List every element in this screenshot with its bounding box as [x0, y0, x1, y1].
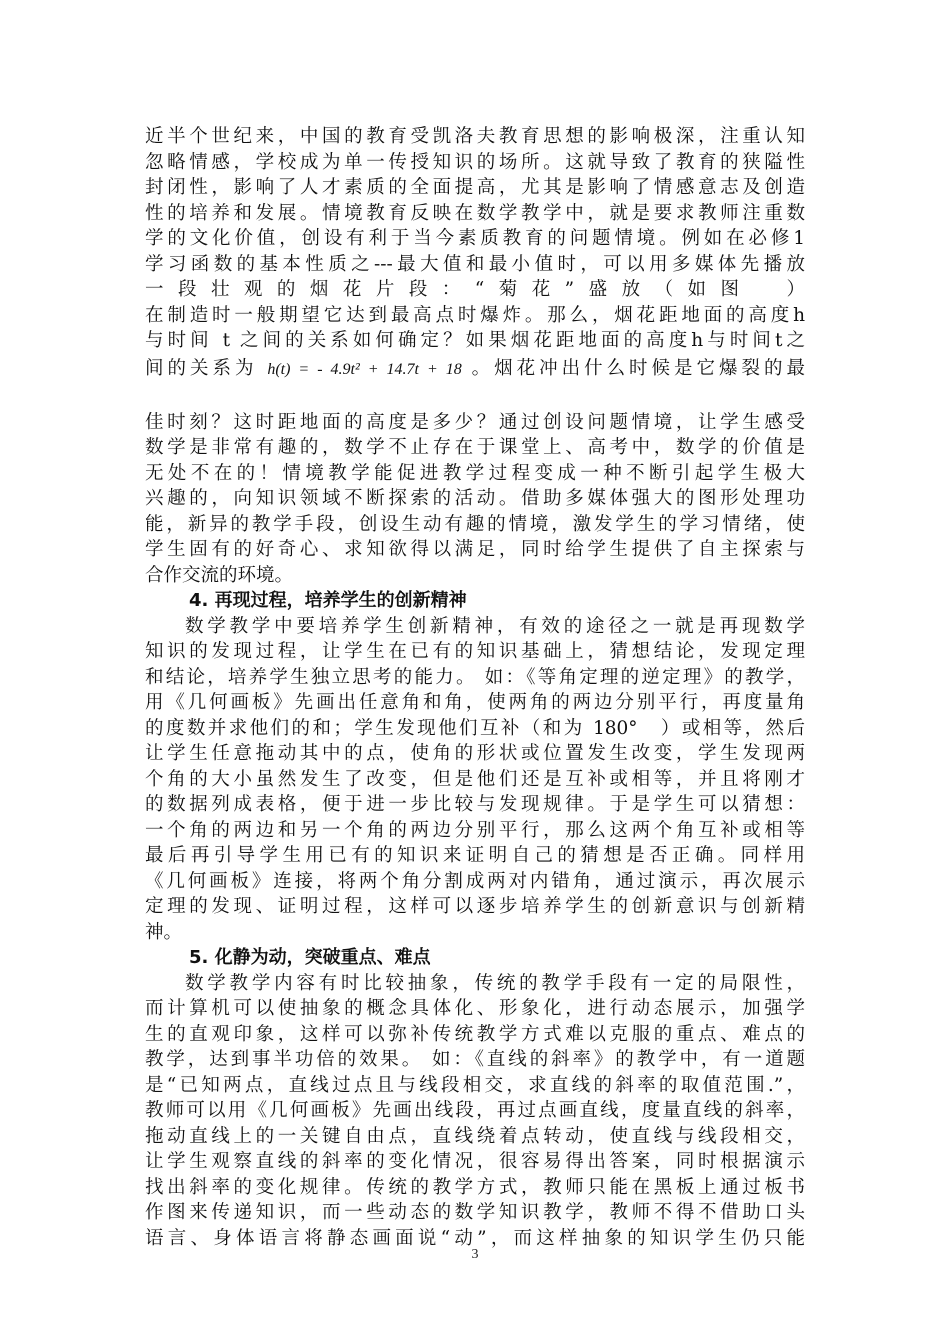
text-line: 个角的大小虽然发生了改变，但是他们还是互补或相等，并且将刚才 [145, 768, 805, 790]
text-line: 数学教学中要培养学生创新精神，有效的途径之一就是再现数学 [185, 615, 805, 637]
text-line: 语言、身体语言将静态画面说“动”，而这样抽象的知识学生仍只能 [145, 1227, 805, 1249]
height-formula: h(t) = - 4.9t² + 14.7t + 18 [267, 360, 462, 378]
text-line: 在制造时一般期望它达到最高点时爆炸。那么，烟花距地面的高度h [145, 304, 805, 326]
text-line: 佳时刻？这时距地面的高度是多少？通过创设问题情境，让学生感受 [145, 411, 805, 433]
text-line: 数学是非常有趣的，数学不止存在于课堂上、高考中，数学的价值是 [145, 437, 805, 458]
formula-prefix: 间的关系为 [145, 357, 258, 379]
text-line: 作图来传递知识，而一些动态的数学知识教学，教师不得不借助口头 [145, 1202, 805, 1223]
blank-space [145, 384, 805, 410]
text-line: 最后再引导学生用已有的知识来证明自己的猜想是否正确。同样用 [145, 845, 805, 866]
paragraph-situational-teaching [145, 124, 805, 588]
text-line: 封闭性，影响了人才素质的全面提高，尤其是影响了情感意志及创造 [145, 177, 805, 198]
text-line: 教学，达到事半功倍的效果。 如：《直线的斜率》的教学中，有一道题 [145, 1049, 805, 1070]
text-line: 知识的发现过程，让学生在已有的知识基础上，猜想结论，发现定理 [145, 641, 805, 662]
text-line: 与时间 t 之间的关系如何确定？如果烟花距地面的高度h与时间t之 [145, 330, 805, 351]
text-line: 忽略情感，学校成为单一传授知识的场所。这就导致了教育的狭隘性 [145, 151, 805, 173]
text-line: 是“已知两点，直线过点且与线段相交，求直线的斜率的取值范围.”， [145, 1074, 805, 1096]
text-line: 用《几何画板》先画出任意角和角，使两角的两边分别平行，再度量角 [145, 692, 805, 713]
text-line: 拖动直线上的一关键自由点，直线绕着点转动，使直线与线段相交， [145, 1125, 805, 1147]
text-line: 让学生观察直线的斜率的变化情况，很容易得出答案，同时根据演示 [145, 1151, 805, 1172]
text-line: 生的直观印象，这样可以弥补传统教学方式难以克服的重点、难点的 [145, 1023, 805, 1045]
section-heading-4: 4. 再现过程，培养学生的创新精神 [189, 590, 467, 611]
text-line: 让学生任意拖动其中的点，使角的形状或位置发生改变，学生发现两 [145, 743, 805, 764]
text-line: 数学教学内容有时比较抽象，传统的教学手段有一定的局限性， [185, 972, 805, 994]
text-line: 兴趣的，向知识领域不断探索的活动。借助多媒体强大的图形处理功 [145, 488, 805, 509]
text-line: 神。 [145, 921, 183, 943]
text-line: 学的文化价值，创设有利于当今素质教育的问题情境。例如在必修1 [145, 228, 805, 249]
formula-line [145, 354, 805, 384]
body-text [145, 124, 805, 1251]
text-line: 的度数并求他们的和；学生发现他们互补（和为 180° ）或相等，然后 [145, 717, 805, 739]
text-line: 教师可以用《几何画板》先画出线段，再过点画直线，度量直线的斜率， [145, 1100, 805, 1121]
text-line: 的数据列成表格，便于进一步比较与发现规律。于是学生可以猜想： [145, 794, 805, 815]
formula-suffix: 。烟花冲出什么时候是它爆裂的最 [471, 357, 805, 379]
text-line: 《几何画板》连接，将两个角分割成两对内错角，通过演示，再次展示 [145, 870, 805, 892]
paragraph-static-to-dynamic [145, 971, 805, 1252]
page-number: 3 [471, 1247, 479, 1262]
text-line: 定理的发现、证明过程，这样可以逐步培养学生的创新意识与创新精 [145, 896, 805, 917]
text-line: 找出斜率的变化规律。传统的教学方式，教师只能在黑板上通过板书 [145, 1176, 805, 1198]
text-line: 而计算机可以使抽象的概念具体化、形象化，进行动态展示，加强学 [145, 998, 805, 1019]
text-line: 和结论，培养学生独立思考的能力。 如：《等角定理的逆定理》的教学， [145, 666, 805, 688]
text-line: 一个角的两边和另一个角的两边分别平行，那么这两个角互补或相等 [145, 819, 805, 841]
text-line: 合作交流的环境。 [145, 564, 294, 586]
text-line: 无处不在的！情境教学能促进教学过程变成一种不断引起学生极大 [145, 462, 805, 484]
section-heading-5: 5. 化静为动，突破重点、难点 [189, 947, 431, 968]
text-line: 学生固有的好奇心、求知欲得以满足，同时给学生提供了自主探索与 [145, 539, 805, 560]
text-line: 性的培养和发展。情境教育反映在数学教学中，就是要求教师注重数 [145, 202, 805, 224]
paragraph-reproduce-process [145, 614, 805, 946]
text-line: 学习函数的基本性质之---最大值和最小值时，可以用多媒体先播放 [145, 253, 805, 275]
text-line: 能，新异的教学手段，创设生动有趣的情境，激发学生的学习情绪，使 [145, 513, 805, 535]
text-line: 一段壮观的烟花片段：“菊花”盛放（如图 ） [145, 279, 805, 300]
text-line: 近半个世纪来，中国的教育受凯洛夫教育思想的影响极深，注重认知 [145, 126, 805, 147]
